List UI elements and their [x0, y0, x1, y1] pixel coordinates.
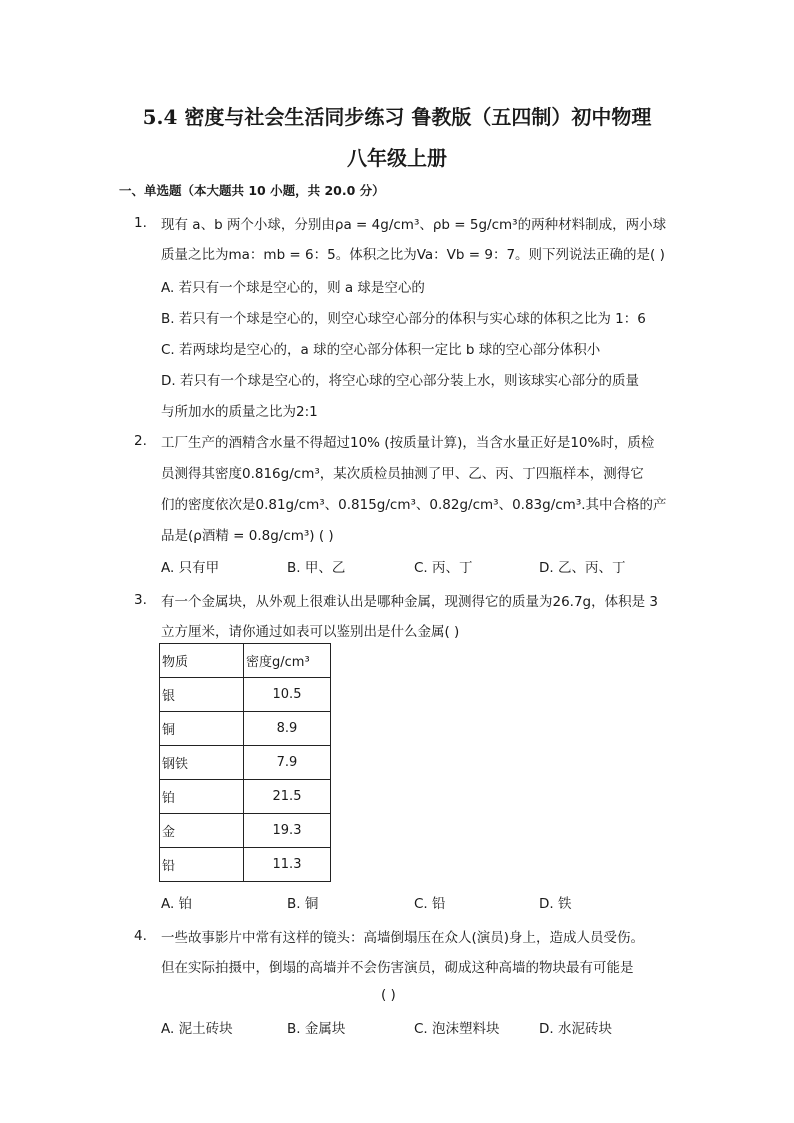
table-cell-density: 21.5	[244, 780, 331, 814]
option-d: D. 水泥砖块	[539, 1021, 612, 1037]
answer-blank: ( )	[381, 987, 396, 1003]
table-cell-substance: 银	[160, 678, 244, 712]
question-text-line: 们的密度依次是0.81g/cm³、0.815g/cm³、0.82g/cm³、0.83g/cm³.其中合格的产	[161, 497, 667, 513]
option-a: A. 泥土砖块	[161, 1021, 233, 1037]
question-text-line: 有一个金属块，从外观上很难认出是哪种金属，现测得它的质量为26.7g，体积是 3	[161, 594, 659, 610]
question-number: 3.	[134, 592, 147, 608]
question-number: 1.	[134, 215, 147, 231]
document-title-line1: 5.4 密度与社会生活同步练习 鲁教版（五四制）初中物理	[142, 105, 652, 129]
table-cell-substance: 金	[160, 814, 244, 848]
table-row	[160, 712, 331, 746]
question-text-line: 但在实际拍摄中，倒塌的高墙并不会伤害演员，砌成这种高墙的物块最有可能是	[161, 960, 634, 976]
table-cell-substance: 钢铁	[160, 746, 244, 780]
table-cell-density: 10.5	[244, 678, 331, 712]
question-text-line: 品是(ρ酒精 = 0.8g/cm³) ( )	[161, 528, 334, 544]
option-d-continued: 与所加水的质量之比为2:1	[161, 404, 318, 420]
question-number: 2.	[134, 433, 147, 449]
question-text-line: 立方厘米，请你通过如表可以鉴别出是什么金属( )	[161, 624, 460, 640]
question-text-line: 一些故事影片中常有这样的镜头：高墙倒塌压在众人(演员)身上，造成人员受伤。	[161, 930, 645, 946]
option-b: B. 甲、乙	[287, 560, 346, 576]
table-cell-density: 7.9	[244, 746, 331, 780]
question-text-line: 质量之比为ma：mb = 6：5。体积之比为Va：Vb = 9：7。则下列说法正确的是( )	[161, 247, 665, 263]
option-c: C. 若两球均是空心的，a 球的空心部分体积一定比 b 球的空心部分体积小	[161, 342, 601, 358]
option-c: C. 丙、丁	[414, 560, 473, 576]
table-cell-density: 8.9	[244, 712, 331, 746]
question-text-line: 现有 a、b 两个小球，分别由ρa = 4g/cm³、ρb = 5g/cm³的两种材料制成，两小球	[161, 217, 667, 233]
table-header-cell: 密度g/cm³	[244, 644, 331, 678]
option-c: C. 铅	[414, 896, 446, 912]
option-b: B. 金属块	[287, 1021, 346, 1037]
table-header-cell: 物质	[160, 644, 244, 678]
table-row	[160, 780, 331, 814]
table-row	[160, 678, 331, 712]
density-table	[159, 643, 331, 882]
option-b: B. 铜	[287, 896, 319, 912]
table-cell-substance: 铂	[160, 780, 244, 814]
table-header-row	[160, 644, 331, 678]
table-row	[160, 746, 331, 780]
option-c: C. 泡沫塑料块	[414, 1021, 500, 1037]
option-a: A. 铂	[161, 896, 193, 912]
table-row	[160, 814, 331, 848]
table-cell-density: 11.3	[244, 848, 331, 882]
option-d: D. 若只有一个球是空心的，将空心球的空心部分装上水，则该球实心部分的质量	[161, 373, 639, 389]
option-a: A. 只有甲	[161, 560, 220, 576]
document-title-line2: 八年级上册	[347, 146, 447, 170]
section-heading: 一、单选题（本大题共 10 小题，共 20.0 分）	[119, 183, 385, 198]
table-cell-substance: 铅	[160, 848, 244, 882]
table-cell-substance: 铜	[160, 712, 244, 746]
question-number: 4.	[134, 928, 147, 944]
question-text-line: 员测得其密度0.816g/cm³，某次质检员抽测了甲、乙、丙、丁四瓶样本，测得它	[161, 466, 644, 482]
question-text-line: 工厂生产的酒精含水量不得超过10% (按质量计算)，当含水量正好是10%时，质检	[161, 435, 655, 451]
option-a: A. 若只有一个球是空心的，则 a 球是空心的	[161, 280, 425, 296]
option-d: D. 乙、丙、丁	[539, 560, 626, 576]
option-d: D. 铁	[539, 896, 572, 912]
option-b: B. 若只有一个球是空心的，则空心球空心部分的体积与实心球的体积之比为 1：6	[161, 311, 646, 327]
table-row	[160, 848, 331, 882]
table-cell-density: 19.3	[244, 814, 331, 848]
